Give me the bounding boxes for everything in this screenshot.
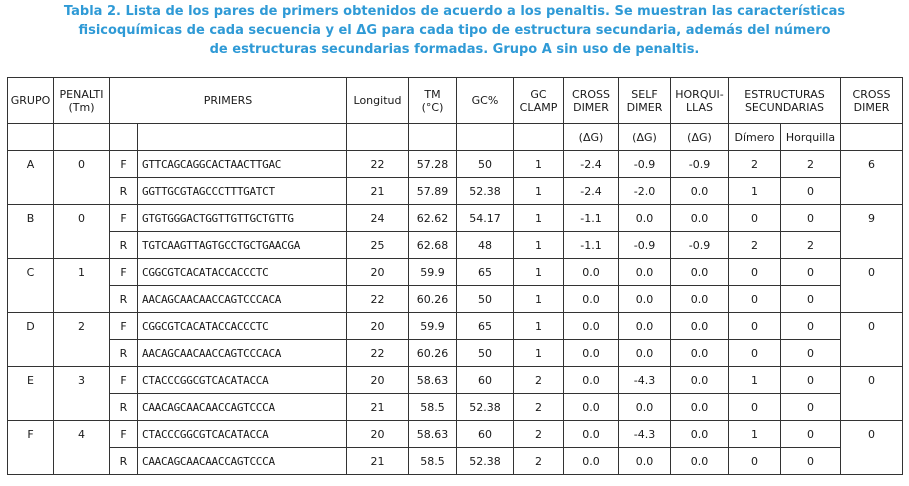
cell-horq-dg: 0.0 [671,340,729,367]
cell-horquilla: 0 [781,205,841,232]
cell-self-dg: 0.0 [619,394,671,421]
cell-gc-clamp: 1 [514,340,564,367]
cell-direction: F [110,313,138,340]
header-penalti: PENALTI (Tm) [54,78,110,124]
header-cross-dg: (ΔG) [564,124,619,151]
cell-horq-dg: 0.0 [671,367,729,394]
header-tm: TM (°C) [409,78,457,124]
cell-self-dg: 0.0 [619,259,671,286]
cell-horquilla: 0 [781,394,841,421]
cell-gc-clamp: 1 [514,286,564,313]
primers-table [7,77,903,475]
cell-grupo [8,232,54,259]
cell-gc: 54.17 [457,205,514,232]
cell-gc: 50 [457,151,514,178]
cell-gc: 60 [457,367,514,394]
cell-gc-clamp: 2 [514,367,564,394]
cell-horquilla: 0 [781,178,841,205]
cell-tm: 60.26 [409,340,457,367]
cell-gc: 52.38 [457,394,514,421]
cell-grupo [8,286,54,313]
caption-line-3: de estructuras secundarias formadas. Grupo A sin uso de penaltis. [209,42,700,57]
cell-cross-dimer-count [841,232,903,259]
cell-cross-dg: 0.0 [564,421,619,448]
header-sub-empty [54,124,110,151]
cell-longitud: 21 [347,448,409,475]
cell-gc-clamp: 2 [514,394,564,421]
cell-self-dg: -4.3 [619,367,671,394]
cell-penalti: 3 [54,367,110,394]
header-sub-empty [138,124,347,151]
cell-dimero: 0 [729,340,781,367]
cell-tm: 58.5 [409,448,457,475]
cell-horq-dg: 0.0 [671,178,729,205]
cell-cross-dimer-count: 0 [841,367,903,394]
cell-penalti: 1 [54,259,110,286]
cell-horq-dg: 0.0 [671,421,729,448]
cell-direction: R [110,340,138,367]
cell-dimero: 1 [729,367,781,394]
cell-cross-dg: 0.0 [564,448,619,475]
header-sub-empty [457,124,514,151]
cell-gc-clamp: 2 [514,421,564,448]
cell-tm: 59.9 [409,313,457,340]
cell-penalti: 0 [54,151,110,178]
cell-sequence: GGTTGCGTAGCCCTTTGATCT [138,178,347,205]
cell-sequence: CAACAGCAACAACCAGTCCCA [138,394,347,421]
table-row [8,286,903,313]
cell-longitud: 22 [347,151,409,178]
cell-tm: 58.63 [409,367,457,394]
cell-horquilla: 2 [781,232,841,259]
cell-self-dg: -4.3 [619,421,671,448]
cell-horquilla: 0 [781,448,841,475]
cell-gc-clamp: 1 [514,259,564,286]
header-horquilla: Horquilla [781,124,841,151]
cell-cross-dimer-count: 0 [841,421,903,448]
cell-horq-dg: 0.0 [671,394,729,421]
cell-direction: R [110,394,138,421]
cell-horquilla: 0 [781,340,841,367]
header-horquillas: HORQUI- LLAS [671,78,729,124]
cell-penalti [54,286,110,313]
cell-gc-clamp: 2 [514,448,564,475]
cell-tm: 57.28 [409,151,457,178]
cell-horquilla: 0 [781,286,841,313]
header-sub-empty [110,124,138,151]
cell-direction: F [110,259,138,286]
cell-self-dg: -0.9 [619,232,671,259]
cell-dimero: 0 [729,205,781,232]
cell-cross-dimer-count [841,286,903,313]
table-row [8,205,903,232]
cell-gc-clamp: 1 [514,151,564,178]
cell-gc-clamp: 1 [514,205,564,232]
cell-gc-clamp: 1 [514,313,564,340]
header-horq-dg: (ΔG) [671,124,729,151]
cell-sequence: CGGCGTCACATACCACCCTC [138,313,347,340]
cell-self-dg: 0.0 [619,205,671,232]
cell-longitud: 20 [347,259,409,286]
cell-grupo [8,448,54,475]
cell-direction: F [110,421,138,448]
table-row [8,367,903,394]
cell-self-dg: 0.0 [619,313,671,340]
cell-cross-dg: 0.0 [564,313,619,340]
caption-line-2: fisicoquímicas de cada secuencia y el ΔG para cada tipo de estructura secundaria, además del número [78,23,831,38]
cell-tm: 58.5 [409,394,457,421]
cell-sequence: CTACCCGGCGTCACATACCA [138,421,347,448]
cell-cross-dimer-count [841,178,903,205]
cell-direction: R [110,178,138,205]
table-row [8,421,903,448]
cell-horquilla: 0 [781,259,841,286]
cell-horq-dg: 0.0 [671,205,729,232]
header-self-dimer: SELF DIMER [619,78,671,124]
cell-longitud: 25 [347,232,409,259]
cell-grupo: E [8,367,54,394]
cell-grupo: B [8,205,54,232]
cell-penalti [54,448,110,475]
cell-self-dg: -0.9 [619,151,671,178]
header-sub-empty [409,124,457,151]
cell-dimero: 2 [729,232,781,259]
header-gc: GC% [457,78,514,124]
cell-gc: 50 [457,286,514,313]
cell-penalti: 4 [54,421,110,448]
cell-sequence: GTTCAGCAGGCACTAACTTGAC [138,151,347,178]
cell-horq-dg: 0.0 [671,313,729,340]
cell-grupo [8,394,54,421]
cell-direction: R [110,232,138,259]
table-row [8,394,903,421]
cell-cross-dimer-count: 0 [841,313,903,340]
cell-gc: 65 [457,259,514,286]
cell-sequence: CGGCGTCACATACCACCCTC [138,259,347,286]
header-sub-empty [841,124,903,151]
cell-sequence: AACAGCAACAACCAGTCCCACA [138,286,347,313]
cell-horquilla: 0 [781,421,841,448]
cell-dimero: 0 [729,448,781,475]
cell-gc: 52.38 [457,448,514,475]
cell-horq-dg: -0.9 [671,232,729,259]
cell-horquilla: 0 [781,313,841,340]
cell-gc: 48 [457,232,514,259]
cell-cross-dimer-count: 6 [841,151,903,178]
table-row [8,340,903,367]
cell-tm: 57.89 [409,178,457,205]
cell-gc-clamp: 1 [514,178,564,205]
cell-longitud: 20 [347,421,409,448]
cell-longitud: 22 [347,286,409,313]
cell-sequence: CAACAGCAACAACCAGTCCCA [138,448,347,475]
cell-cross-dimer-count [841,340,903,367]
cell-grupo [8,178,54,205]
cell-horquilla: 0 [781,367,841,394]
table-row [8,232,903,259]
cell-longitud: 20 [347,313,409,340]
cell-cross-dimer-count [841,394,903,421]
cell-cross-dimer-count: 9 [841,205,903,232]
cell-cross-dg: 0.0 [564,286,619,313]
cell-direction: R [110,448,138,475]
cell-gc: 52.38 [457,178,514,205]
cell-penalti [54,340,110,367]
cell-longitud: 20 [347,367,409,394]
cell-cross-dg: 0.0 [564,394,619,421]
cell-cross-dg: -2.4 [564,151,619,178]
cell-horq-dg: -0.9 [671,151,729,178]
cell-sequence: AACAGCAACAACCAGTCCCACA [138,340,347,367]
cell-longitud: 21 [347,178,409,205]
cell-tm: 60.26 [409,286,457,313]
header-estructuras-secundarias: ESTRUCTURAS SECUNDARIAS [729,78,841,124]
cell-cross-dg: -2.4 [564,178,619,205]
cell-cross-dg: 0.0 [564,367,619,394]
cell-penalti [54,178,110,205]
table-row [8,448,903,475]
cell-longitud: 24 [347,205,409,232]
header-self-dg: (ΔG) [619,124,671,151]
cell-grupo: A [8,151,54,178]
cell-dimero: 0 [729,259,781,286]
cell-dimero: 0 [729,313,781,340]
cell-sequence: TGTCAAGTTAGTGCCTGCTGAACGA [138,232,347,259]
cell-self-dg: -2.0 [619,178,671,205]
cell-cross-dg: -1.1 [564,205,619,232]
cell-cross-dg: 0.0 [564,340,619,367]
table-row [8,151,903,178]
cell-gc: 60 [457,421,514,448]
cell-horquilla: 2 [781,151,841,178]
cell-grupo: D [8,313,54,340]
header-cross-dimer-count: CROSS DIMER [841,78,903,124]
header-gc-clamp: GC CLAMP [514,78,564,124]
cell-dimero: 0 [729,286,781,313]
cell-penalti: 2 [54,313,110,340]
table-row [8,178,903,205]
header-sub-empty [347,124,409,151]
cell-direction: R [110,286,138,313]
cell-dimero: 2 [729,151,781,178]
table-row [8,313,903,340]
cell-direction: F [110,205,138,232]
cell-dimero: 1 [729,421,781,448]
header-primers: PRIMERS [110,78,347,124]
cell-self-dg: 0.0 [619,286,671,313]
cell-gc: 65 [457,313,514,340]
cell-tm: 58.63 [409,421,457,448]
cell-self-dg: 0.0 [619,340,671,367]
cell-horq-dg: 0.0 [671,448,729,475]
cell-cross-dimer-count: 0 [841,259,903,286]
cell-sequence: CTACCCGGCGTCACATACCA [138,367,347,394]
cell-penalti: 0 [54,205,110,232]
caption-line-1: Tabla 2. Lista de los pares de primers obtenidos de acuerdo a los penaltis. Se muestran las características [63,4,846,19]
cell-tm: 62.62 [409,205,457,232]
cell-cross-dimer-count [841,448,903,475]
cell-grupo: F [8,421,54,448]
table-row [8,259,903,286]
cell-grupo: C [8,259,54,286]
cell-gc-clamp: 1 [514,232,564,259]
cell-sequence: GTGTGGGACTGGTTGTTGCTGTTG [138,205,347,232]
cell-gc: 50 [457,340,514,367]
table-caption [0,2,909,59]
cell-longitud: 21 [347,394,409,421]
cell-grupo [8,340,54,367]
cell-dimero: 0 [729,394,781,421]
cell-penalti [54,232,110,259]
cell-self-dg: 0.0 [619,448,671,475]
cell-tm: 62.68 [409,232,457,259]
cell-direction: F [110,151,138,178]
cell-horq-dg: 0.0 [671,286,729,313]
cell-horq-dg: 0.0 [671,259,729,286]
cell-cross-dg: 0.0 [564,259,619,286]
cell-direction: F [110,367,138,394]
cell-longitud: 22 [347,340,409,367]
cell-dimero: 1 [729,178,781,205]
header-sub-empty [8,124,54,151]
header-grupo: GRUPO [8,78,54,124]
header-longitud: Longitud [347,78,409,124]
cell-tm: 59.9 [409,259,457,286]
header-cross-dimer: CROSS DIMER [564,78,619,124]
cell-penalti [54,394,110,421]
cell-cross-dg: -1.1 [564,232,619,259]
header-sub-empty [514,124,564,151]
header-dimero: Dímero [729,124,781,151]
